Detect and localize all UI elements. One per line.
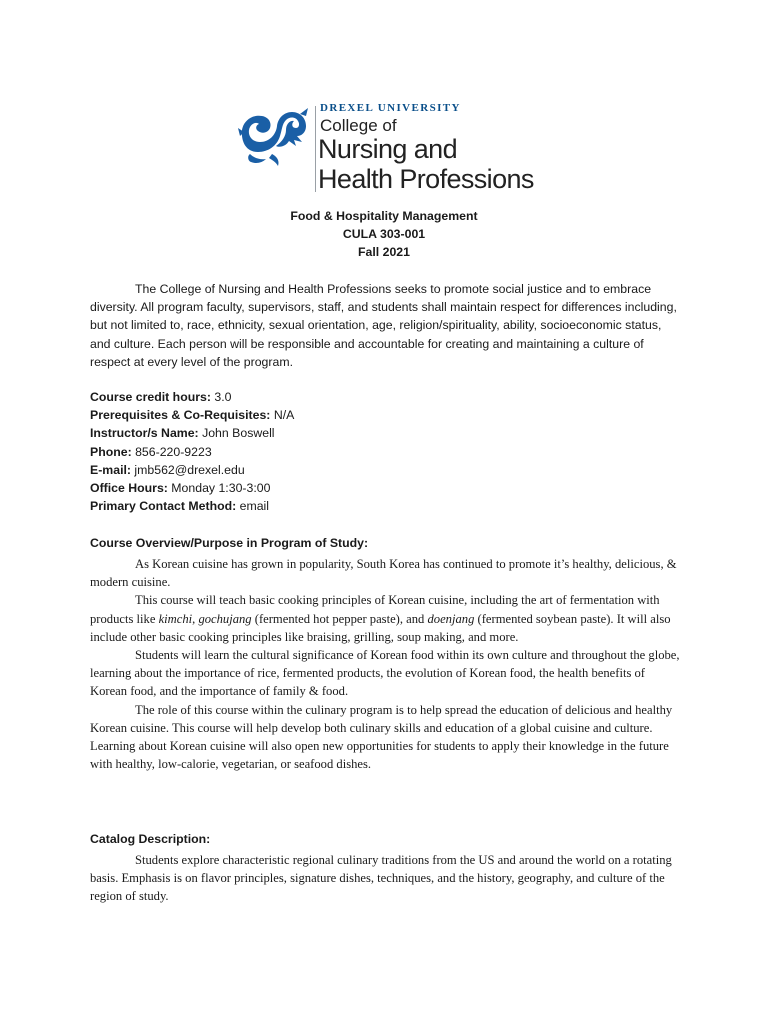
info-value: 3.0 (210, 390, 232, 404)
info-value: Monday 1:30-3:00 (167, 481, 271, 496)
info-label: Phone: (90, 444, 132, 459)
instructor-line (90, 424, 680, 442)
phone-line (90, 443, 680, 461)
info-label: E-mail: (90, 462, 131, 477)
diversity-statement (90, 280, 680, 371)
logo-university-name: DREXEL UNIVERSITY (320, 102, 461, 114)
info-value: jmb562@drexel.edu (131, 462, 245, 477)
catalog-heading: Catalog Description: (90, 832, 211, 846)
course-term: Fall 2021 (358, 245, 410, 259)
info-label: Primary Contact Method: (90, 499, 237, 514)
prerequisites-line (90, 406, 680, 424)
course-info-list (90, 388, 680, 515)
credit-hours-line (90, 388, 680, 406)
catalog-section (90, 851, 680, 906)
overview-paragraph-2 (90, 591, 680, 646)
course-name: Food & Hospitality Management (290, 209, 478, 223)
catalog-paragraph: Students explore characteristic regional culinary traditions from the US and around the world on a rotating basis. Emphasis is on flavor principles, signature dishes, techniques, and the history, geography, and culture of the region of study. (90, 853, 672, 904)
info-label: Course credit hours: (90, 390, 211, 404)
overview-heading: Course Overview/Purpose in Program of Study: (90, 536, 369, 550)
logo-health-professions: Health Professions (318, 164, 534, 194)
overview-text: (fermented soybean paste). It will also include other basic cooking principles like braising, grilling, soup making, and more. (90, 611, 671, 644)
info-label: Prerequisites & Co-Requisites: (90, 408, 271, 423)
overview-paragraph-1: As Korean cuisine has grown in popularity, South Korea has continued to promote it’s healthy, delicious, & modern cuisine. (90, 557, 677, 590)
info-value: John Boswell (198, 426, 275, 441)
overview-paragraph-4: The role of this course within the culinary program is to help spread the education of delicious and healthy Korean cuisine. This course will help develop both culinary skills and education of a global cuisine and culture. Learning about Korean cuisine will also open new opportunities for students to apply their knowledge in the future with healthy, low-calorie, vegetarian, or seafood dishes. (90, 702, 673, 772)
overview-text: This course will teach basic cooking principles of Korean cuisine, including the art of fermentation with products like (90, 593, 660, 626)
term-kimchi: kimchi (158, 611, 193, 626)
drexel-logo (236, 100, 546, 196)
logo-nursing-and: Nursing and (318, 134, 457, 164)
diversity-statement-text: The College of Nursing and Health Professions seeks to promote social justice and to embrace diversity. All program faculty, supervisors, staff, and students shall maintain respect for differences including, but not limited to, race, ethnicity, sexual orientation, age, religion/spirituality, ability, socioeconomic status, and culture. Each person will be responsible and accountable for creating and maintaining a culture of respect at every level of the program. (90, 282, 677, 369)
contact-method-line (90, 497, 680, 515)
overview-section (90, 555, 680, 773)
info-value: email (236, 499, 270, 514)
info-value: N/A (270, 408, 295, 423)
term-doenjang: doenjang (427, 611, 475, 626)
info-label: Instructor/s Name: (90, 426, 199, 441)
office-hours-line (90, 479, 680, 497)
course-code: CULA 303-001 (342, 227, 426, 241)
overview-text: (fermented hot pepper paste), and (251, 611, 428, 626)
email-line (90, 461, 680, 479)
info-value: 856-220-9223 (131, 444, 212, 459)
overview-paragraph-3: Students will learn the cultural significance of Korean food within its own culture and throughout the globe, learning about the importance of rice, fermented products, the evolution of Korean food, the health benefits of Korean food, and the importance of family & food. (90, 648, 680, 699)
term-gochujang: gochujang (198, 611, 252, 626)
logo-college-of: College of (320, 116, 397, 135)
info-label: Office Hours: (90, 481, 168, 496)
dragon-icon (236, 106, 312, 168)
overview-text: , (192, 611, 199, 626)
logo-divider (315, 106, 316, 192)
